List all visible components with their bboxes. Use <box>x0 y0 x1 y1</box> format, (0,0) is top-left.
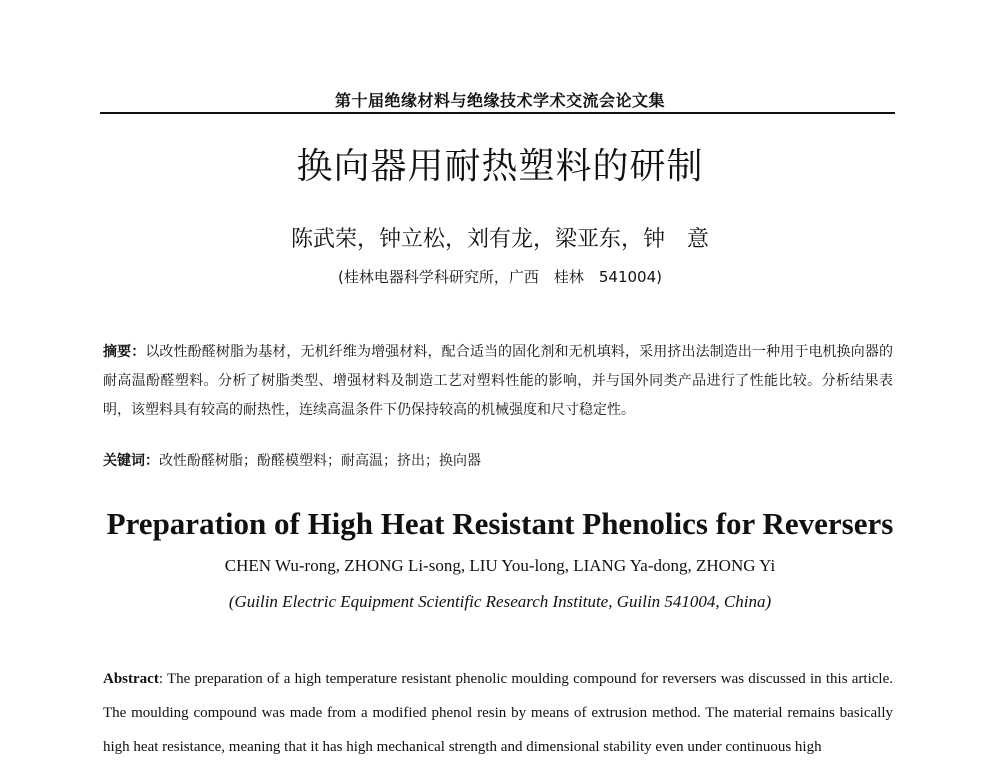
chinese-authors: 陈武荣，钟立松，刘有龙，梁亚东，钟 意 <box>290 227 709 252</box>
chinese-abstract-label: 摘要： <box>103 344 146 360</box>
english-abstract-text: : The preparation of a high temperature resistant phenolic moulding compound for reversers was discussed in this article. The moulding compound was made from a modified phenol resin by means of extrusion method. The material remains basically high heat resistance, meaning that it has high mechanical strength and dimensional stability even under continuous high <box>103 671 893 755</box>
english-authors: CHEN Wu-rong, ZHONG Li-song, LIU You-long, LIANG Ya-dong, ZHONG Yi <box>224 556 776 575</box>
header-rule <box>100 112 895 114</box>
running-header: 第十届绝缘材料与绝缘技术学术交流会论文集 <box>334 91 665 110</box>
english-abstract-label: Abstract <box>103 671 159 687</box>
chinese-title: 换向器用耐热塑料的研制 <box>296 146 704 187</box>
chinese-abstract-text: 以改性酚醛树脂为基材，无机纤维为增强材料，配合适当的固化剂和无机填料，采用挤出法制造出一种用于电机换向器的耐高温酚醛塑料。分析了树脂类型、增强材料及制造工艺对塑料性能的影响，并与国外同类产品进行了性能比较。分析结果表明，该塑料具有较高的耐热性，连续高温条件下仍保持较高的机械强度和尺寸稳定性。 <box>103 344 893 418</box>
chinese-abstract <box>103 338 893 425</box>
chinese-affiliation: (桂林电器科学科研究所，广西 桂林 541004) <box>338 268 662 286</box>
chinese-keywords-text: 改性酚醛树脂；酚醛模塑料；耐高温；挤出；换向器 <box>159 453 481 469</box>
english-affiliation: (Guilin Electric Equipment Scientific Research Institute, Guilin 541004, China) <box>228 592 772 611</box>
english-title: Preparation of High Heat Resistant Phenolics for Reversers <box>106 506 894 541</box>
chinese-keywords <box>103 450 893 470</box>
english-abstract <box>103 662 893 764</box>
chinese-keywords-label: 关键词： <box>103 453 159 469</box>
